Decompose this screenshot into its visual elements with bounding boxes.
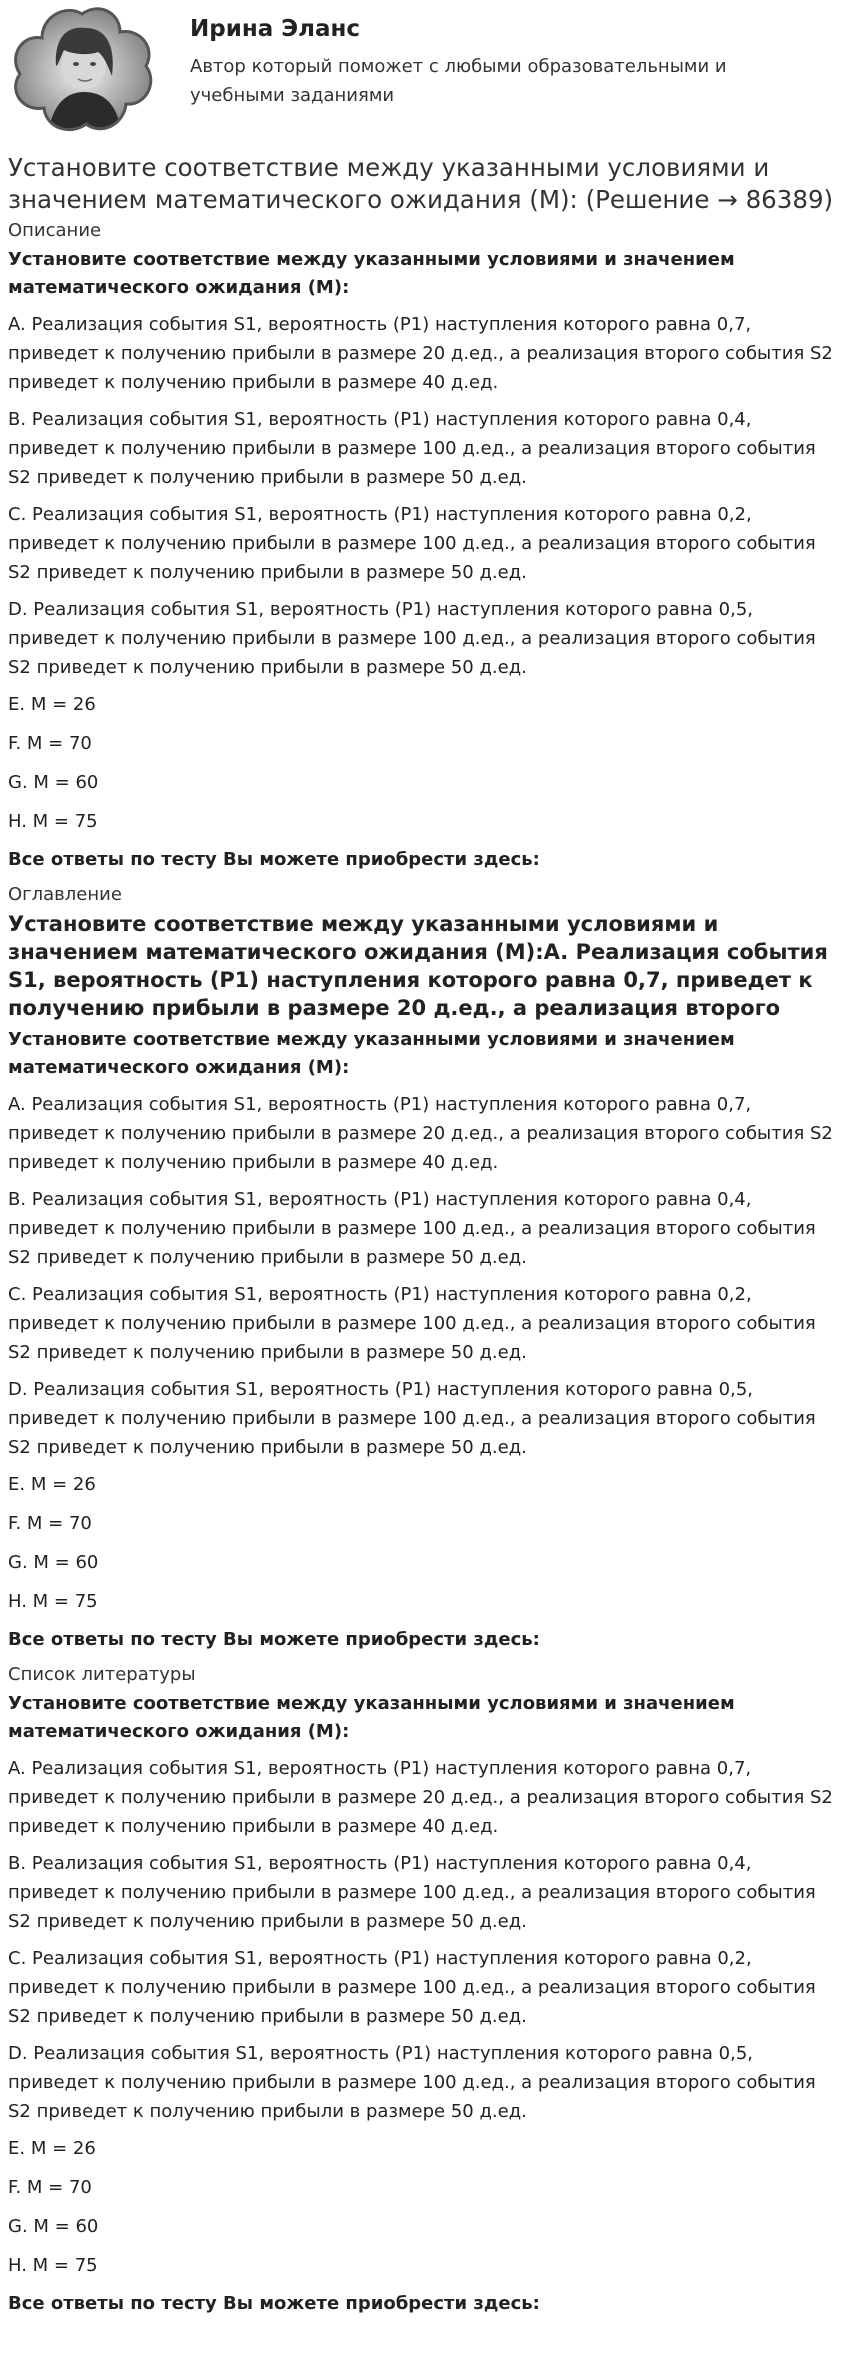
answer-e: E. М = 26 xyxy=(8,2138,96,2159)
option-a: A. Реализация события S1, вероятность (P1) наступления которого равна 0,7, приведет к получению прибыли в размере 20 д.ед., а реализация второго события S2 приведет к получению прибыли в размере 40 д.ед. xyxy=(8,1094,833,1173)
answer-g: G. М = 60 xyxy=(8,772,99,793)
contents-label: Оглавление xyxy=(8,884,122,905)
author-card xyxy=(8,0,839,140)
author-name[interactable]: Ирина Эланс xyxy=(190,16,361,42)
question-heading: Установите соответствие между указанными условиями и значением математического ожидания (М): xyxy=(8,1693,735,1742)
option-b: B. Реализация события S1, вероятность (P1) наступления которого равна 0,4, приведет к получению прибыли в размере 100 д.ед., а реализация второго события S2 приведет к получению прибыли в размере 50 д.ед. xyxy=(8,1189,816,1268)
answer-h: H. М = 75 xyxy=(8,2255,98,2276)
question-heading: Установите соответствие между указанными условиями и значением математического ожидания (М): xyxy=(8,249,735,298)
description-label: Описание xyxy=(8,220,102,241)
option-c: C. Реализация события S1, вероятность (P1) наступления которого равна 0,2, приведет к получению прибыли в размере 100 д.ед., а реализация второго события S2 приведет к получению прибыли в размере 50 д.ед. xyxy=(8,1948,816,2027)
author-info xyxy=(190,6,810,110)
option-d: D. Реализация события S1, вероятность (P1) наступления которого равна 0,5, приведет к получению прибыли в размере 100 д.ед., а реализация второго события S2 приведет к получению прибыли в размере 50 д.ед. xyxy=(8,599,816,678)
option-a: A. Реализация события S1, вероятность (P1) наступления которого равна 0,7, приведет к получению прибыли в размере 20 д.ед., а реализация второго события S2 приведет к получению прибыли в размере 40 д.ед. xyxy=(8,1758,833,1837)
page-title: Установите соответствие между указанными условиями и значением математического ожидания (М): (Решение → 86389) xyxy=(8,153,834,214)
answer-f: F. М = 70 xyxy=(8,2177,92,2198)
answer-e: E. М = 26 xyxy=(8,694,96,715)
option-c: C. Реализация события S1, вероятность (P1) наступления которого равна 0,2, приведет к получению прибыли в размере 100 д.ед., а реализация второго события S2 приведет к получению прибыли в размере 50 д.ед. xyxy=(8,1284,816,1363)
option-a: A. Реализация события S1, вероятность (P1) наступления которого равна 0,7, приведет к получению прибыли в размере 20 д.ед., а реализация второго события S2 приведет к получению прибыли в размере 40 д.ед. xyxy=(8,314,833,393)
answer-g: G. М = 60 xyxy=(8,1552,99,1573)
references-section xyxy=(8,1662,839,2318)
option-d: D. Реализация события S1, вероятность (P1) наступления которого равна 0,5, приведет к получению прибыли в размере 100 д.ед., а реализация второго события S2 приведет к получению прибыли в размере 50 д.ед. xyxy=(8,1379,816,1458)
answer-f: F. М = 70 xyxy=(8,1513,92,1534)
all-answers-note: Все ответы по тесту Вы можете приобрести здесь: xyxy=(8,1629,540,1650)
contents-section xyxy=(8,882,839,1654)
option-d: D. Реализация события S1, вероятность (P1) наступления которого равна 0,5, приведет к получению прибыли в размере 100 д.ед., а реализация второго события S2 приведет к получению прибыли в размере 50 д.ед. xyxy=(8,2043,816,2122)
author-description: Автор который поможет с любыми образовательными и учебными заданиями xyxy=(190,56,727,106)
answer-f: F. М = 70 xyxy=(8,733,92,754)
description-section xyxy=(8,218,839,874)
option-b: B. Реализация события S1, вероятность (P1) наступления которого равна 0,4, приведет к получению прибыли в размере 100 д.ед., а реализация второго события S2 приведет к получению прибыли в размере 50 д.ед. xyxy=(8,1853,816,1932)
author-avatar[interactable] xyxy=(8,6,156,136)
option-b: B. Реализация события S1, вероятность (P1) наступления которого равна 0,4, приведет к получению прибыли в размере 100 д.ед., а реализация второго события S2 приведет к получению прибыли в размере 50 д.ед. xyxy=(8,409,816,488)
references-label: Список литературы xyxy=(8,1664,196,1685)
contents-heading: Установите соответствие между указанными условиями и значением математического ожидания (М):A. Реализация события S1, вероятность (P1) наступления которого равна 0,7, приведет к получению прибыли в размере 20 д.ед., а реализация второго xyxy=(8,912,828,1020)
all-answers-note: Все ответы по тесту Вы можете приобрести здесь: xyxy=(8,2293,540,2314)
answer-h: H. М = 75 xyxy=(8,811,98,832)
question-heading: Установите соответствие между указанными условиями и значением математического ожидания (М): xyxy=(8,1029,735,1078)
answer-e: E. М = 26 xyxy=(8,1474,96,1495)
answer-g: G. М = 60 xyxy=(8,2216,99,2237)
answer-h: H. М = 75 xyxy=(8,1591,98,1612)
all-answers-note: Все ответы по тесту Вы можете приобрести здесь: xyxy=(8,849,540,870)
option-c: C. Реализация события S1, вероятность (P1) наступления которого равна 0,2, приведет к получению прибыли в размере 100 д.ед., а реализация второго события S2 приведет к получению прибыли в размере 50 д.ед. xyxy=(8,504,816,583)
